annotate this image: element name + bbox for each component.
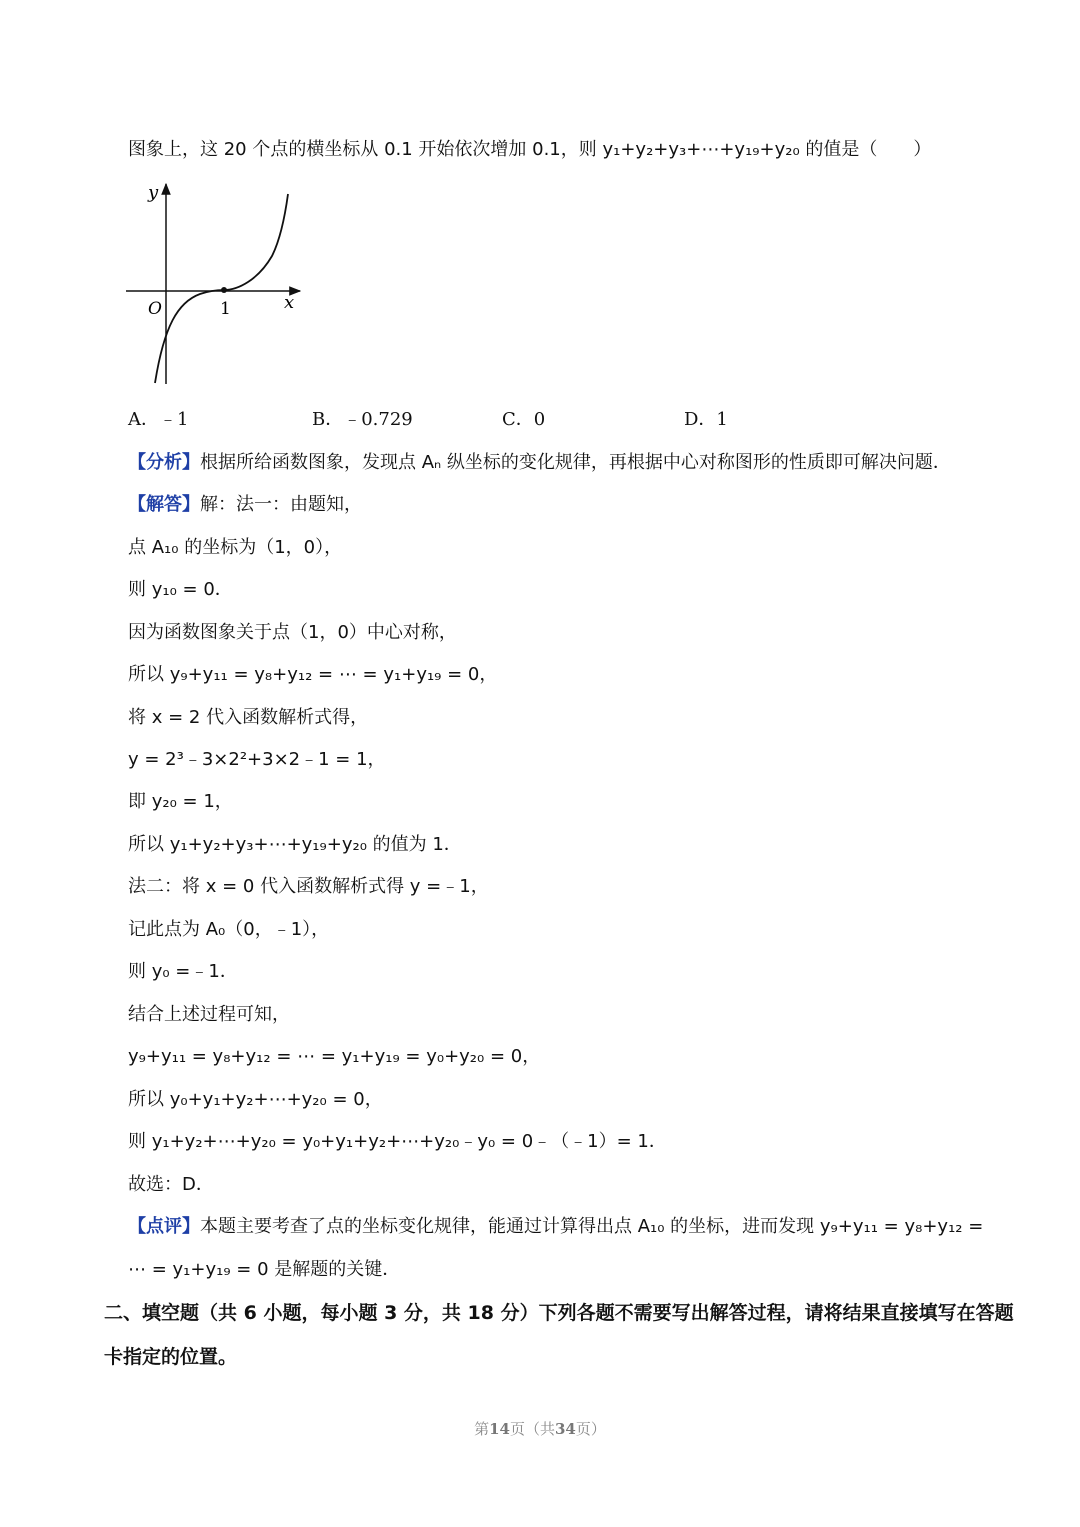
- solution-line: 法二：将 x = 0 代入函数解析式得 y =﹣1，: [128, 876, 489, 897]
- footer-prefix: 第: [474, 1420, 490, 1438]
- solution-line: y₉+y₁₁ = y₈+y₁₂ = ⋯ = y₁+y₁₉ = y₀+y₂₀ = 0，: [128, 1046, 541, 1067]
- analysis-paragraph: [128, 451, 951, 475]
- solution-line: 则 y₁+y₂+⋯+y₂₀ = y₀+y₁+y₂+⋯+y₂₀﹣y₀ = 0﹣（﹣1）= 1．: [128, 1131, 667, 1152]
- analysis-tag: 【分析】: [128, 452, 200, 473]
- section-heading-cont: 卡指定的位置。: [104, 1346, 238, 1368]
- comment-tag: 【点评】: [128, 1216, 200, 1237]
- answer-tag: 【解答】: [128, 494, 200, 515]
- solution-line: 记此点为 A₀（0，﹣1），: [128, 919, 330, 940]
- question-text: 图象上，这 20 个点的横坐标从 0.1 开始依次增加 0.1，则 y₁+y₂+y₃+⋯+y₁₉+y₂₀ 的值是（ ）: [128, 139, 932, 160]
- footer-suffix: 页）: [575, 1420, 606, 1438]
- solution-line: 所以 y₁+y₂+y₃+⋯+y₁₉+y₂₀ 的值为 1．: [128, 834, 462, 855]
- solution-line: 所以 y₀+y₁+y₂+⋯+y₂₀ = 0，: [128, 1089, 383, 1110]
- solution-line: 将 x = 2 代入函数解析式得，: [128, 707, 369, 728]
- section-heading: 二、填空题（共 6 小题，每小题 3 分，共 18 分）下列各题不需要写出解答过程，请将结果直接填写在答题: [104, 1302, 1014, 1324]
- function-graph: [120, 176, 320, 396]
- footer-total: 34: [555, 1420, 576, 1438]
- comment-paragraph: [128, 1215, 983, 1239]
- answer-paragraph: [128, 493, 362, 517]
- page-footer: [0, 1418, 1080, 1439]
- comment-text: 本题主要考查了点的坐标变化规律，能通过计算得出点 A₁₀ 的坐标，进而发现 y₉+y₁₁ = y₈+y₁₂ =: [200, 1216, 984, 1237]
- y-axis-label: y: [148, 182, 159, 203]
- option-c: C．0: [502, 409, 546, 430]
- x-axis-label: x: [284, 292, 295, 313]
- solution-line: 即 y₂₀ = 1，: [128, 791, 233, 812]
- footer-page: 14: [489, 1420, 510, 1438]
- solution-line: 故选：D．: [128, 1174, 214, 1195]
- solution-line: 结合上述过程可知，: [128, 1004, 290, 1025]
- option-a: A．﹣1: [128, 409, 189, 430]
- solution-line: 因为函数图象关于点（1，0）中心对称，: [128, 622, 457, 643]
- solution-line: 则 y₀ =﹣1．: [128, 961, 238, 982]
- solution-line: 点 A₁₀ 的坐标为（1，0），: [128, 537, 343, 558]
- footer-mid: 页（共: [509, 1420, 555, 1438]
- solution-line: y = 2³﹣3×2²+3×2﹣1 = 1，: [128, 749, 386, 770]
- comment-continuation: ⋯ = y₁+y₁₉ = 0 是解题的关键．: [128, 1259, 401, 1280]
- solution-line: 所以 y₉+y₁₁ = y₈+y₁₂ = ⋯ = y₁+y₁₉ = 0，: [128, 664, 498, 685]
- option-b: B．﹣0.729: [312, 409, 413, 430]
- solution-line: 则 y₁₀ = 0．: [128, 579, 233, 600]
- origin-label: O: [148, 299, 162, 319]
- analysis-text: 根据所给函数图象，发现点 Aₙ 纵坐标的变化规律，再根据中心对称图形的性质即可解决问题．: [200, 452, 951, 473]
- inflection-point: [221, 287, 227, 293]
- answer-text: 解：法一：由题知，: [200, 494, 362, 515]
- option-d: D．1: [684, 409, 728, 430]
- point-label: 1: [220, 299, 231, 319]
